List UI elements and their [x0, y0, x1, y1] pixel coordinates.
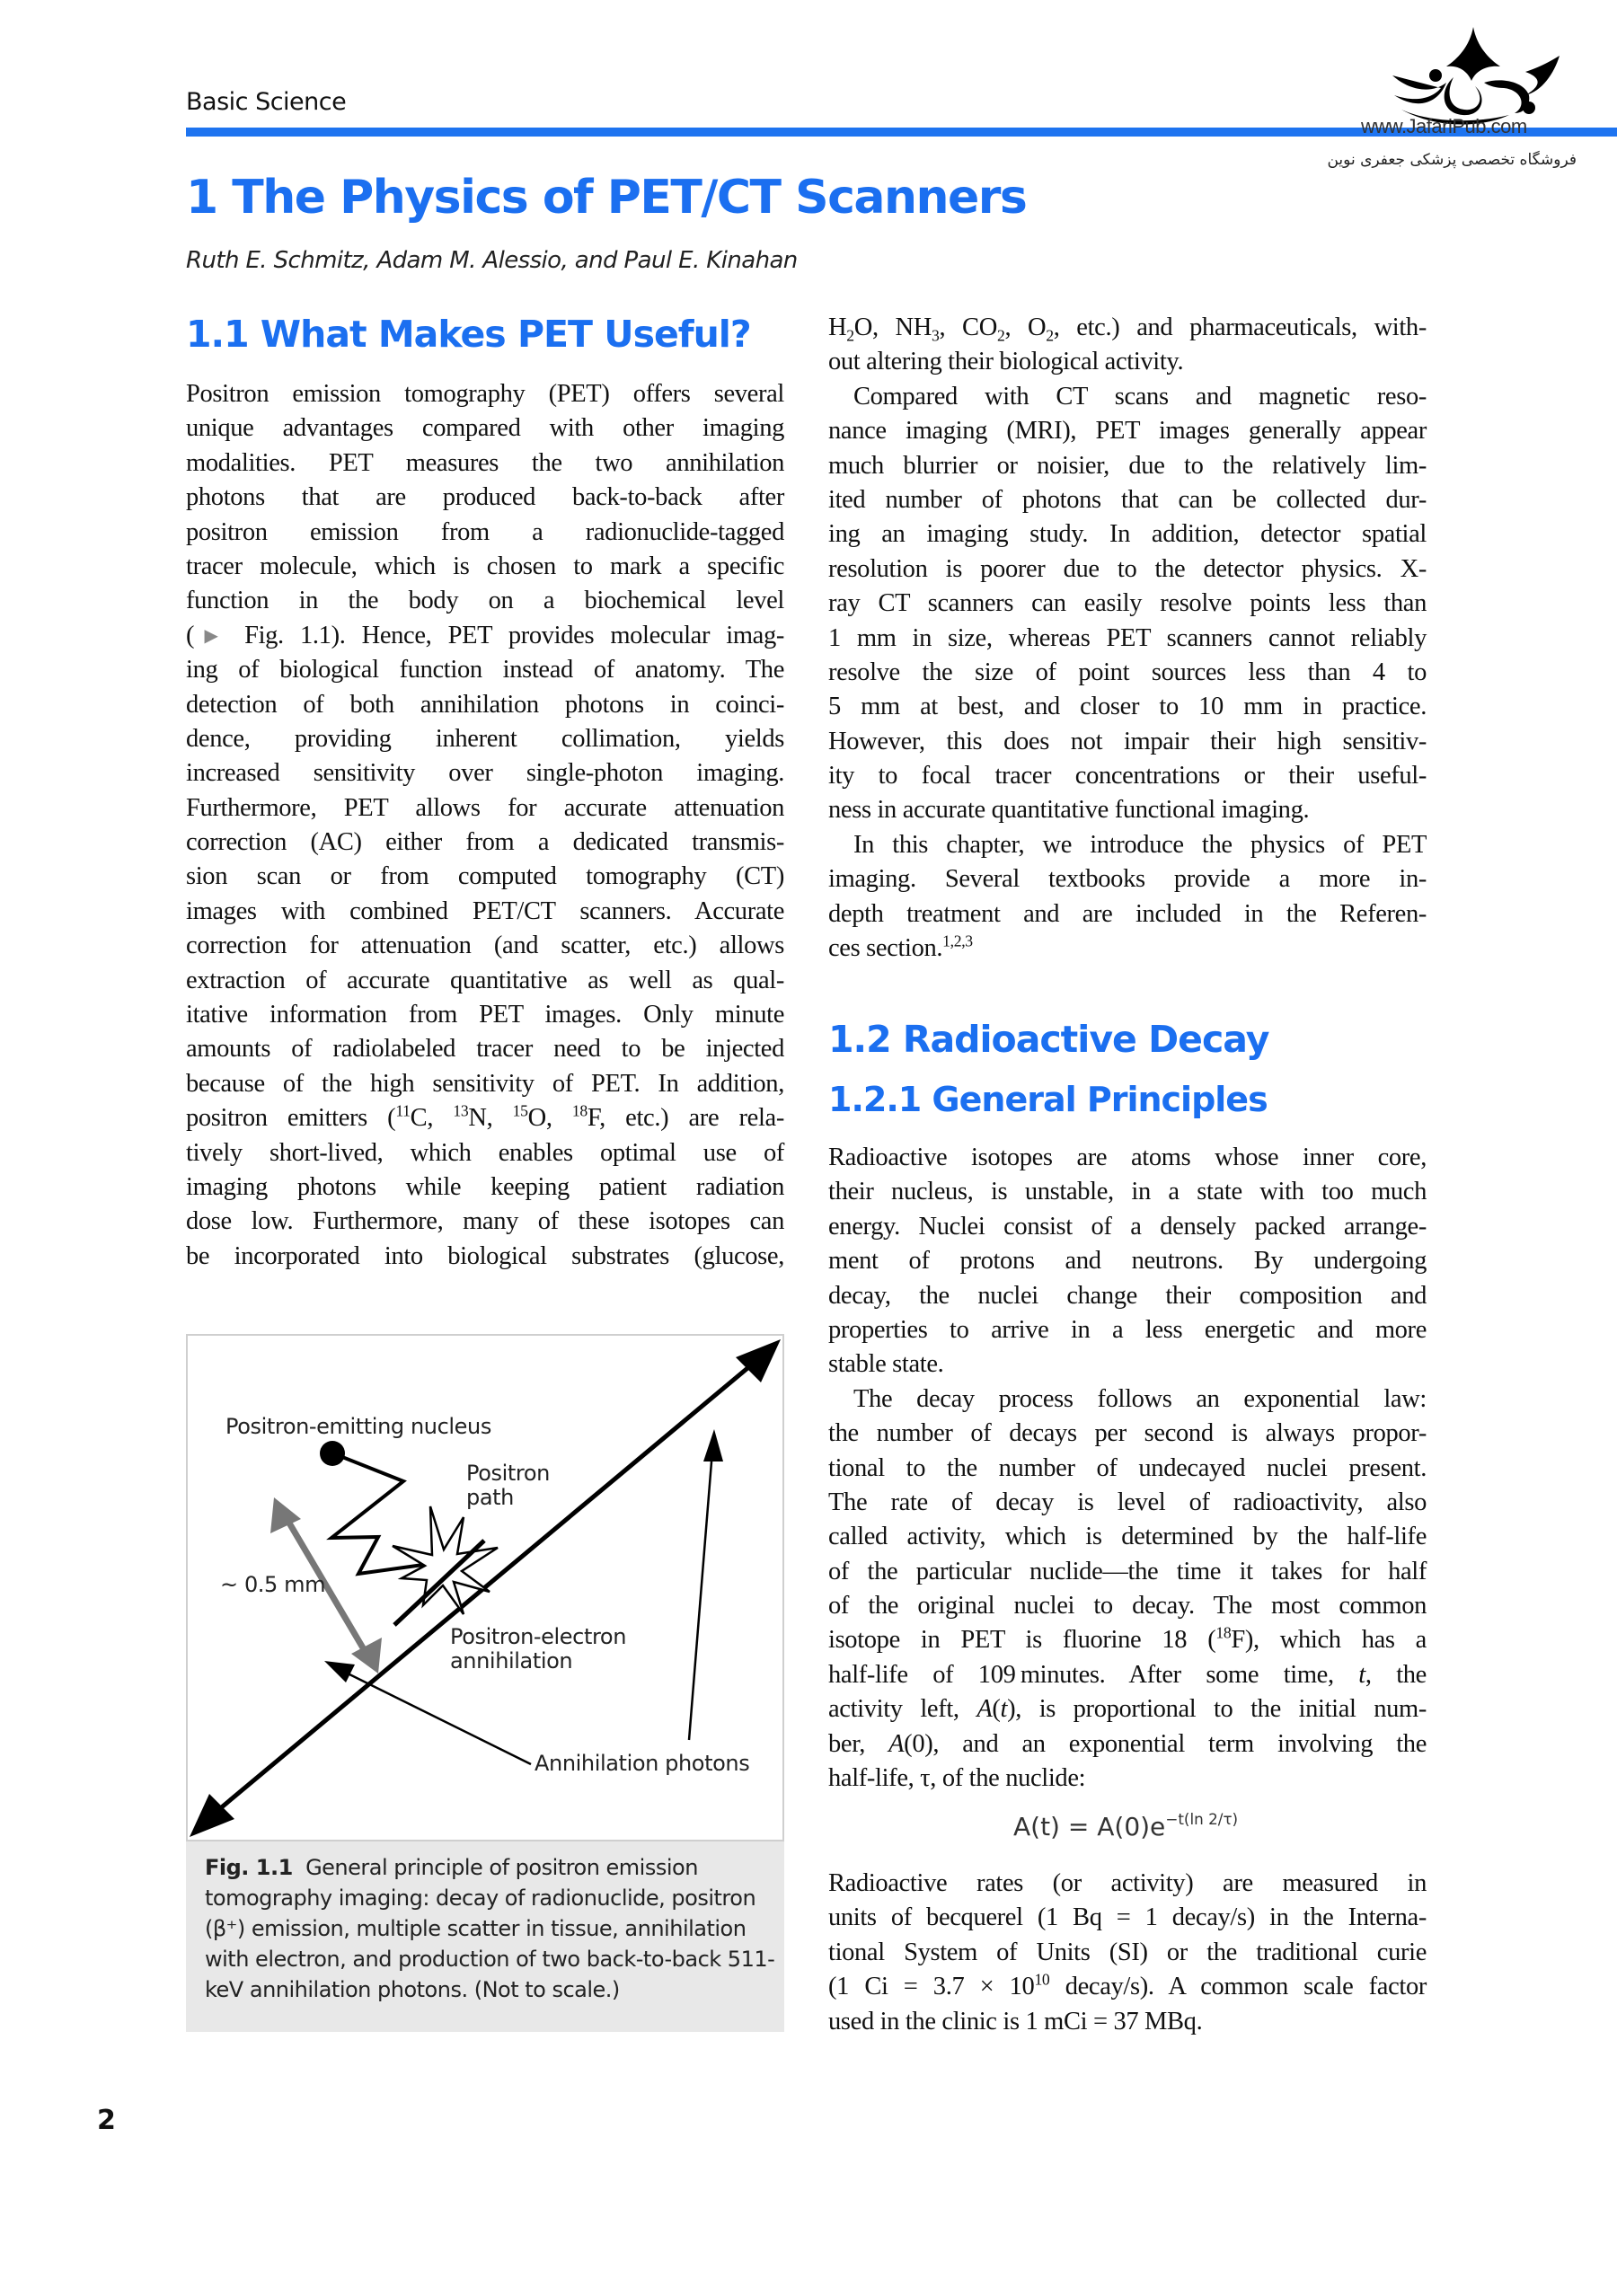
body-line: ing of biological function instead of anatomy. The	[186, 656, 784, 684]
body-line: called activity, which is determined by the half-life	[828, 1523, 1427, 1551]
figure-link[interactable]: Fig. 1.1	[244, 621, 331, 649]
body-line-curie: (1 $Ci = 3.7 \times 10^{10}$ decay/s). A common scale factor	[828, 1970, 1427, 2001]
label-photons: Annihilation photons	[535, 1751, 750, 1776]
caption-line: with electron, and production of two back-to-back 511-	[205, 1947, 775, 1972]
cross-ref-arrow-icon: ▶	[194, 625, 228, 646]
label-annihilation-2: annihilation	[450, 1648, 573, 1673]
publisher-logo-icon	[1339, 20, 1608, 172]
label-nucleus: Positron-emitting nucleus	[225, 1414, 491, 1439]
body-line: Radioactive rates (or activity) are measured in	[828, 1869, 1427, 1897]
section-heading-1-2-1: 1.2.1 General Principles	[828, 1080, 1268, 1119]
body-line: dose low. Furthermore, many of these isotopes can	[186, 1207, 784, 1236]
body-line: Positron emission tomography (PET) offers several	[186, 380, 784, 408]
body-line-initial: ber, A(0), and an exponential term involving the	[828, 1729, 1427, 1758]
body-line: itative information from PET images. Only minute	[186, 1001, 784, 1029]
body-line: positron emission from a radionuclide-tagged	[186, 517, 784, 546]
body-line: tional System of Units (SI) or the traditional curie	[828, 1938, 1427, 1966]
body-line: because of the high sensitivity of PET. In addition,	[186, 1069, 784, 1098]
caption-line: keV annihilation photons. (Not to scale.)	[205, 1977, 620, 2002]
body-line: extraction of accurate quantitative as well as qual-	[186, 966, 784, 994]
chapter-title: 1 The Physics of PET/CT Scanners	[186, 171, 1027, 225]
body-line-halflife: half-life of 109 minutes. After some time, t, the	[828, 1660, 1427, 1689]
label-annihilation-1: Positron-electron	[450, 1624, 627, 1649]
body-line: The rate of decay is level of radioactivity, also	[828, 1488, 1427, 1516]
body-line: correction for attenuation (and scatter, etc.) allows	[186, 932, 784, 960]
body-line: correction (AC) either from a dedicated transmis-	[186, 828, 784, 857]
body-line: resolve the size of point sources less than 4 to	[828, 658, 1427, 686]
body-line: tional to the number of undecayed nuclei present.	[828, 1453, 1427, 1482]
body-line: 5 mm at best, and closer to 10 mm in practice.	[828, 693, 1427, 721]
citation-refs[interactable]: 1,2,3	[942, 932, 973, 950]
body-line: modalities. PET measures the two annihilation	[186, 448, 784, 477]
body-line-references: ces section.$^{1,2,3}$	[828, 932, 973, 963]
body-line: Compared with CT scans and magnetic reso-	[853, 382, 1427, 411]
label-distance: ~ 0.5 mm	[220, 1572, 326, 1597]
body-line-fluorine: isotope in PET is fluorine 18 ($^{18}$F), which has a	[828, 1623, 1427, 1655]
body-line: images with combined PET/CT scanners. Accurate	[186, 896, 784, 925]
body-line: ray CT scanners can easily resolve points less than	[828, 589, 1427, 618]
body-line: amounts of radiolabeled tracer need to be injected	[186, 1035, 784, 1064]
body-line-fig-ref: (▶ Fig. 1.1). Hence, PET provides molecular imag-	[186, 621, 784, 649]
body-line: dence, providing inherent collimation, yields	[186, 724, 784, 753]
body-line: depth treatment and are included in the Referen-	[828, 899, 1427, 928]
body-line: used in the clinic is 1 mCi = 37 MBq.	[828, 2007, 1203, 2035]
body-line: stable state.	[828, 1350, 944, 1379]
body-line: detection of both annihilation photons in coinci-	[186, 690, 784, 719]
left-column-body	[186, 377, 784, 1274]
chapter-authors: Ruth E. Schmitz, Adam M. Alessio, and Paul E. Kinahan	[186, 247, 798, 274]
body-line: be incorporated into biological substrates (glucose,	[186, 1241, 784, 1270]
body-line: units of becquerel (1 Bq = 1 decay/s) in the Interna-	[828, 1903, 1427, 1932]
body-line: energy. Nuclei consist of a densely packed arrange-	[828, 1212, 1427, 1241]
right-column-intro	[828, 311, 1427, 966]
right-column-units	[828, 1867, 1427, 2039]
body-line: In this chapter, we introduce the physics of PET	[853, 830, 1427, 859]
body-line: ness in accurate quantitative functional imaging.	[828, 796, 1310, 825]
body-line: ing an imaging study. In addition, detector spatial	[828, 520, 1427, 549]
body-line: function in the body on a biochemical level	[186, 587, 784, 615]
body-line: Radioactive isotopes are atoms whose inner core,	[828, 1144, 1427, 1171]
body-line: the number of decays per second is always propor-	[828, 1419, 1427, 1448]
body-line: imaging. Several textbooks provide a more in-	[828, 865, 1427, 894]
figure-caption	[205, 1852, 780, 2005]
body-line: resolution is poorer due to the detector physics. X-	[828, 554, 1427, 583]
label-positron-path-2: path	[466, 1485, 514, 1510]
body-line: ity to focal tracer concentrations or their useful-	[828, 762, 1427, 790]
caption-line: General principle of positron emission	[305, 1855, 698, 1880]
body-line: Furthermore, PET allows for accurate attenuation	[186, 793, 784, 822]
body-line: of the original nuclei to decay. The most common	[828, 1592, 1427, 1620]
body-line: unique advantages compared with other imaging	[186, 414, 784, 443]
publisher-url: www.JafariPub.com	[1361, 115, 1527, 137]
publisher-subtitle: فروشگاه تخصصی پزشکی جعفری نوین	[1327, 151, 1577, 169]
running-head: Basic Science	[186, 88, 347, 116]
body-line: increased sensitivity over single-photon imaging.	[186, 759, 784, 788]
annihilation-burst-icon	[393, 1506, 498, 1614]
body-line: However, this does not impair their high sensitiv-	[828, 727, 1427, 755]
section-heading-1-2: 1.2 Radioactive Decay	[828, 1018, 1269, 1061]
body-line: their nucleus, is unstable, in a state with too much	[828, 1178, 1427, 1206]
section-heading-1-1: 1.1 What Makes PET Useful?	[186, 313, 751, 356]
body-line: half-life, τ, of the nuclide:	[828, 1764, 1086, 1793]
body-line: photons that are produced back-to-back after	[186, 483, 784, 512]
body-line: imaging photons while keeping patient radiation	[186, 1172, 784, 1201]
body-line: properties to arrive in a less energetic and more	[828, 1315, 1427, 1344]
body-line: ited number of photons that can be collected dur-	[828, 485, 1427, 514]
body-line: nance imaging (MRI), PET images generally appear	[828, 417, 1427, 446]
body-line: The decay process follows an exponential law:	[853, 1384, 1427, 1413]
body-line: out altering their biological activity.	[828, 348, 1184, 376]
body-line-activity: activity left, A(t), is proportional to the initial num-	[828, 1695, 1427, 1724]
body-line: much blurrier or noisier, due to the relatively lim-	[828, 451, 1427, 480]
decay-equation: $A(t) = A(0)e^{-t(ln 2/\tau)}$	[1013, 1810, 1239, 1841]
body-text: ). Hence, PET provides molecular imag-	[331, 621, 784, 649]
body-line-isotopes: positron emitters ($^{11}$C, $^{13}$N, $^{15}$O, $^{18}$F, etc.) are rela-	[186, 1101, 784, 1133]
caption-line: tomography imaging: decay of radionuclide, positron	[205, 1885, 756, 1911]
body-line: tively short-lived, which enables optimal use of	[186, 1138, 784, 1167]
body-line: sion scan or from computed tomography (CT)	[186, 862, 784, 891]
body-line-formulas: $H_2O$, $NH_3$, $CO_2$, $O_2$, etc.) and pharmaceuticals, with-	[828, 313, 1427, 345]
photon-arrow-head-icon	[736, 1339, 781, 1382]
body-line: 1 mm in size, whereas PET scanners cannot reliably	[828, 623, 1427, 652]
body-line: tracer molecule, which is chosen to mark a specific	[186, 552, 784, 580]
body-line: decay, the nuclei change their composition and	[828, 1281, 1427, 1310]
nucleus-dot-icon	[320, 1441, 345, 1466]
caption-line: (β⁺) emission, multiple scatter in tissue, annihilation	[205, 1916, 747, 1941]
caption-label: Fig. 1.1	[205, 1855, 293, 1880]
body-line: ment of protons and neutrons. By undergoing	[828, 1247, 1427, 1276]
figure-1-1	[186, 1334, 784, 1841]
label-positron-path-1: Positron	[466, 1461, 550, 1486]
page-number: 2	[97, 2105, 116, 2136]
body-line: of the particular nuclide—the time it takes for half	[828, 1557, 1427, 1585]
right-column-principles	[828, 1141, 1427, 1796]
